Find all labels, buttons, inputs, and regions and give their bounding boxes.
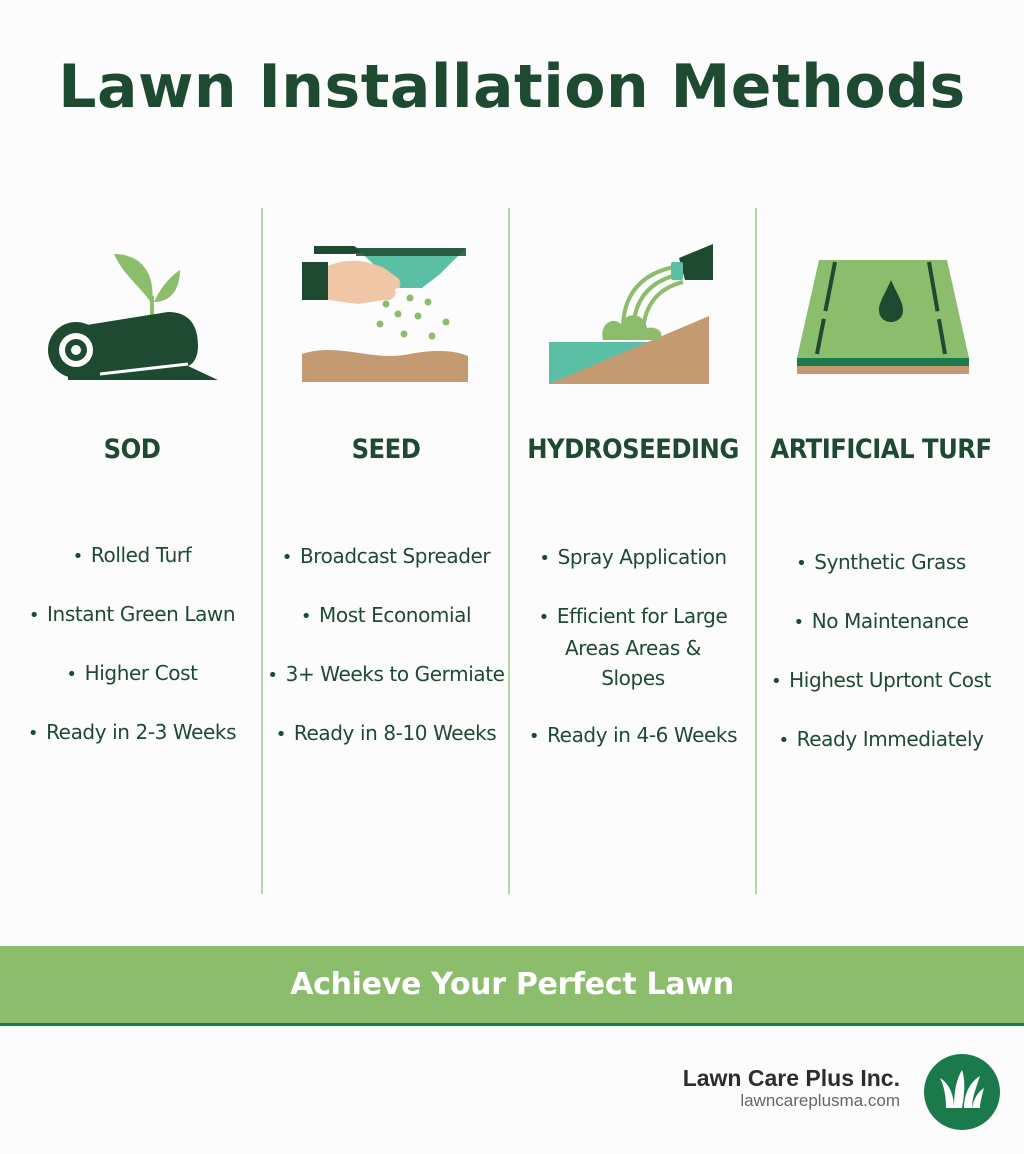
seed-spreader-icon [300,238,470,384]
cta-banner [0,946,1024,1026]
method-bullets [509,542,757,779]
sod-roll-icon [48,246,224,382]
bullet-item: • Broadcast Spreader [281,544,491,568]
method-heading: SOD [103,434,161,465]
method-heading: HYDROSEEDING [527,434,739,465]
bullet-item: • Rolled Turf [72,543,192,567]
page-title: Lawn Installation Methods [58,52,966,122]
bullet-item: • 3+ Weeks to Germiate [267,662,505,686]
bullet-item: • Efficient for Large Areas Areas & Slopes [538,604,728,690]
artificial-turf-icon [795,258,971,376]
bullet-item: • Higher Cost [66,661,198,685]
method-bullets [757,547,1005,783]
banner-text: Achieve Your Perfect Lawn [290,967,734,1002]
brand-url[interactable]: lawncareplusma.com [740,1091,900,1110]
method-bullets [262,541,510,777]
method-column-sod [8,0,256,900]
method-bullets [8,540,256,776]
bullet-item: • Highest Uprtont Cost [770,668,992,692]
method-column-seed [262,0,510,900]
method-heading: SEED [351,434,421,465]
bullet-item: • Synthetic Grass [796,550,966,574]
grass-logo-icon [924,1054,1000,1130]
bullet-item: • Most Economial [300,603,472,627]
method-column-hydroseeding [509,0,757,900]
bullet-item: • Ready in 8-10 Weeks [275,721,497,745]
brand-name: Lawn Care Plus Inc. [682,1065,900,1091]
bullet-item: • Ready in 4-6 Weeks [528,723,738,747]
bullet-item: • Instant Green Lawn [28,602,236,626]
hydroseed-spray-icon [547,244,713,384]
bullet-item: • No Maintenance [793,609,969,633]
bullet-item: • Spray Application [539,545,727,569]
method-heading: ARTIFICIAL TURF [770,434,992,465]
bullet-item: • Ready Immediately [778,727,984,751]
method-column-artificial-turf [757,0,1005,900]
bullet-item: • Ready in 2-3 Weeks [27,720,237,744]
